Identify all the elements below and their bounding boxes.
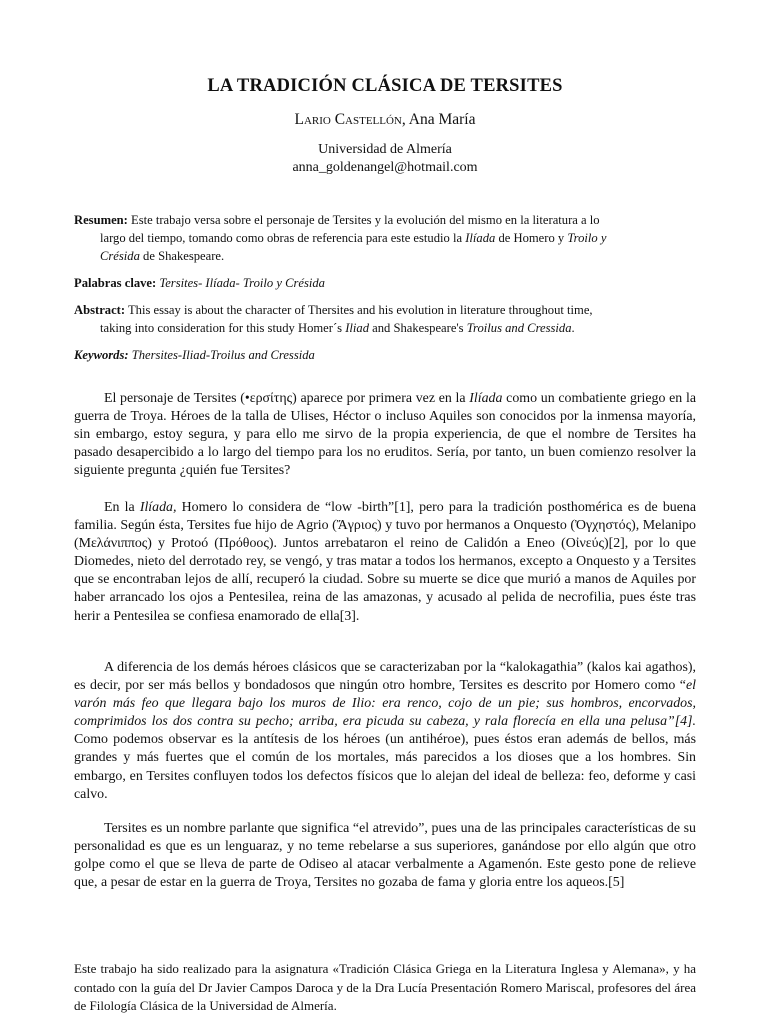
abstract-line-2c: . (571, 321, 575, 335)
palabras-clave-text: Tersites- Ilíada- Troilo y Crésida (159, 276, 325, 290)
paper-page (74, 0, 696, 1024)
p1-iliada: Ilíada (469, 391, 503, 406)
paper-title: LA TRADICIÓN CLÁSICA DE TERSITES (207, 76, 563, 96)
resumen-line-2: largo del tiempo, tomando como obras de referencia para este estudio la (100, 231, 466, 245)
p1-text-a: El personaje de Tersites (•ερσίτης) aparece por primera vez en la (104, 391, 470, 406)
abstract-line-2: taking into consideration for this study Homer´s (100, 321, 346, 335)
author-line (74, 111, 696, 129)
p2-text-a: En la (104, 500, 140, 515)
affiliation: Universidad de Almería (318, 142, 452, 157)
abstract-troilus: Troilus and Cressida (466, 321, 572, 335)
resumen-cresida: Crésida (100, 249, 140, 263)
author-surname: Lario Castellón (294, 111, 402, 128)
abstract-line-2b: and Shakespeare's (369, 321, 467, 335)
resumen-troilo: Troilo y (567, 231, 607, 245)
p2-text-b: Homero lo considera de “low -birth”[1], pero para la tradición posthomérica es de buena familia. Según ésta, Tersites fue hijo de Agrio (Ἄγριος) y tuvo por hermanos a Onquesto (Ὀγχηστός), Melanipo (Μελάνιππος) y Protoó (Πρόθοος). Juntos arrebataron el reino de Calidón a Eneo (Οἰνεύς)[2], por lo que Diomedes, nieto del derrotado rey, se vengó, y tras matar a todos los hermanos, excepto a Onquesto y a Tersites que se encontraban lejos de allí, recuperó la ciudad. Sobre su muerte se dice que murió a manos de Aquiles por haber arrancado los ojos a Pentesilea, reina de las amazonas, y acusado al pelida de necrofilia, pues éste tras herir a Pentesilea se confiesa enamorado de ella[3]. (74, 500, 696, 624)
keywords-label: Keywords: (74, 348, 129, 362)
p1-text-b: como un combatiente griego en la guerra de Troya. Héroes de la talla de Ulises, Héctor o incluso Aquiles son conocidos por la inmensa mayoría, sin embargo, estoy segura, y para ello me sirvo de la propia experiencia, de que el nombre de Tersites ha pasado desapercibido a lo largo del tiempo para los no eruditos. Sería, por tanto, un buen comienzo resolver la siguiente pregunta ¿quién fue Tersites? (74, 391, 696, 479)
abstract-block (74, 301, 696, 337)
resumen-line-3: de Shakespeare. (139, 249, 225, 263)
resumen-line-1: Este trabajo versa sobre el personaje de Tersites y la evolución del mismo en la literatura a lo (131, 213, 600, 227)
body-paragraph-1 (74, 390, 696, 480)
p3-text-a: A diferencia de los demás héroes clásicos que se caracterizaban por la “kalokagathia” (kalos kai agathos), es decir, por ser más bellos y bondadosos que ningún otro hombre, Tersites es descrito por Homero como “ (74, 660, 696, 694)
abstract-iliad: Iliad (345, 321, 369, 335)
keywords-block (74, 346, 696, 364)
resumen-label: Resumen: (74, 213, 128, 227)
abstract-line-1: This essay is about the character of Thersites and his evolution in literature throughout time, (127, 303, 593, 317)
body-paragraph-4 (74, 820, 696, 892)
p4-text: Tersites es un nombre parlante que significa “el atrevido”, pues una de las principales características de su personalidad es que es un lenguaraz, y no teme rebelarse a sus superiores, ganándose por ello algún que otro golpe como el que se lleva de parte de Odiseo al atacar verbalmente a Agamenón. Este gesto pone de relieve que, a pesar de estar en la guerra de Troya, Tersites no gozaba de fama y gloria entre los aqueos.[5] (74, 821, 696, 891)
author-given-name: , Ana María (401, 111, 476, 128)
palabras-clave-block (74, 274, 696, 292)
palabras-clave-label: Palabras clave: (74, 276, 157, 290)
body-paragraph-3 (74, 659, 696, 804)
p2-iliada: Ilíada, (139, 500, 177, 515)
abstract-label: Abstract: (74, 303, 126, 317)
body-paragraph-2 (74, 499, 696, 626)
p3-homer-quote: el varón más feo que llegara bajo los muros de Ilio: era renco, cojo de un pie; sus hombros, encorvados, comprimidos los dos contra su pecho; arriba, era picuda su cabeza, y rala florecía en ella una pelusa”[4]. (74, 678, 696, 730)
footnote: Este trabajo ha sido realizado para la asignatura «Tradición Clásica Griega en la Literatura Inglesa y Alemana», y ha contado con la guía del Dr Javier Campos Daroca y de la Dra Lucía Presentación Romero Mariscal, profesores del área de Filología Clásica de la Universidad de Almería. (74, 961, 696, 1013)
resumen-line-2b: de Homero y (495, 231, 568, 245)
keywords-text: Thersites-Iliad-Troilus and Cressida (131, 348, 315, 362)
resumen-block (74, 211, 696, 265)
affiliation-block (74, 141, 696, 177)
resumen-iliada: Ilíada (465, 231, 496, 245)
author-email: anna_goldenangel@hotmail.com (292, 160, 478, 175)
p3-text-b: Como podemos observar es la antítesis de los héroes (un antihéroe), pues éstos eran además de bellos, más grandes y más fuertes que el común de los mortales, más parecidos a los dioses que a los hombres. Sin embargo, en Tersites confluyen todos los defectos físicos que lo alejan del ideal de belleza: feo, deforme y casi calvo. (74, 732, 696, 802)
